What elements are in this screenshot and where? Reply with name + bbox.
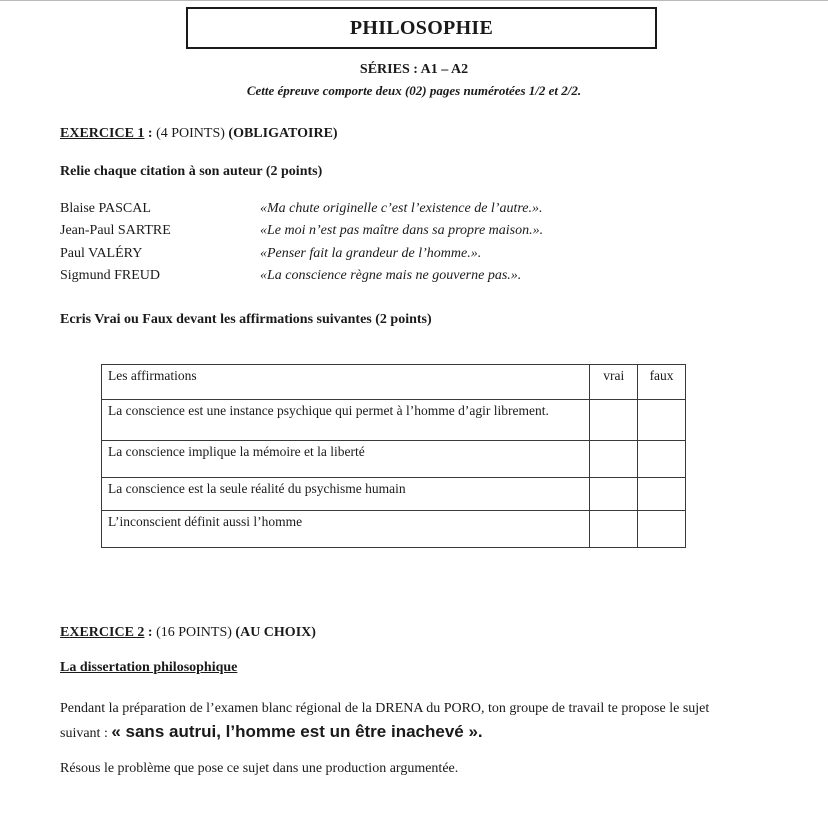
faux-answer-cell[interactable]	[638, 511, 686, 548]
author-name: Sigmund FREUD	[60, 267, 160, 283]
exercise-2-heading: EXERCICE 2 : (16 POINTS) (AU CHOIX)	[60, 625, 316, 640]
series-line: SÉRIES : A1 – A2	[359, 62, 469, 77]
faux-answer-cell[interactable]	[638, 441, 686, 478]
subject-title: PHILOSOPHIE	[349, 16, 494, 39]
true-false-instruction: Ecris Vrai ou Faux devant les affirmations suivantes (2 points)	[60, 312, 432, 327]
exercise-2-points: (16 POINTS)	[156, 625, 236, 640]
table-row	[102, 441, 686, 478]
author-name: Jean-Paul SARTRE	[60, 223, 171, 239]
subject-title-box	[186, 7, 657, 49]
table-row	[102, 400, 686, 441]
quote-matching-list	[60, 201, 760, 290]
quote-row	[60, 268, 760, 290]
quote-row	[60, 223, 760, 245]
vrai-answer-cell[interactable]	[590, 400, 638, 441]
dissertation-task: Résous le problème que pose ce sujet dans une production argumentée.	[60, 761, 459, 776]
dissertation-title: La dissertation philosophique	[60, 660, 238, 675]
faux-answer-cell[interactable]	[638, 478, 686, 511]
table-header-row	[102, 365, 686, 400]
affirmation-cell: La conscience implique la mémoire et la liberté	[102, 441, 590, 478]
vrai-answer-cell[interactable]	[590, 441, 638, 478]
exercise-1-heading: EXERCICE 1 : (4 POINTS) (OBLIGATOIRE)	[60, 126, 338, 141]
author-name: Blaise PASCAL	[60, 201, 151, 216]
exercise-1-points: (4 POINTS)	[156, 126, 229, 141]
header-affirmations: Les affirmations	[102, 365, 590, 400]
table-row	[102, 511, 686, 548]
dissertation-subject: « sans autrui, l’homme est un être inachevé ».	[111, 722, 483, 741]
match-instruction: Relie chaque citation à son auteur (2 points)	[60, 164, 323, 179]
quote-row	[60, 201, 760, 223]
page-top-border	[0, 0, 828, 1]
citation: «Ma chute originelle c’est l’existence de l’autre.».	[260, 201, 543, 216]
author-name: Paul VALÉRY	[60, 245, 143, 261]
exercise-2-tag: (AU CHOIX)	[235, 625, 316, 640]
true-false-table	[101, 364, 686, 548]
affirmation-cell: La conscience est une instance psychique qui permet à l’homme d’agir librement.	[102, 400, 590, 441]
prompt-intro: Pendant la préparation de l’examen blanc régional de la DRENA du PORO, ton groupe de travail te propose le sujet suivant :	[60, 701, 710, 741]
faux-answer-cell[interactable]	[638, 400, 686, 441]
table-row	[102, 478, 686, 511]
header-vrai: vrai	[590, 365, 638, 400]
vrai-answer-cell[interactable]	[590, 478, 638, 511]
citation: «Penser fait la grandeur de l’homme.».	[260, 245, 482, 261]
quote-row	[60, 246, 760, 268]
affirmation-cell: L’inconscient définit aussi l’homme	[102, 511, 590, 548]
pages-note: Cette épreuve comporte deux (02) pages numérotées 1/2 et 2/2.	[246, 83, 582, 98]
exercise-1-label: EXERCICE 1	[60, 126, 145, 141]
header-faux: faux	[638, 365, 686, 400]
exercise-2-label: EXERCICE 2	[60, 625, 145, 640]
vrai-answer-cell[interactable]	[590, 511, 638, 548]
citation: «Le moi n’est pas maître dans sa propre maison.».	[260, 223, 544, 239]
affirmation-cell: La conscience est la seule réalité du psychisme humain	[102, 478, 590, 511]
exercise-1-tag: (OBLIGATOIRE)	[228, 126, 338, 141]
dissertation-prompt	[60, 697, 750, 745]
citation: «La conscience règne mais ne gouverne pas.».	[260, 267, 522, 283]
